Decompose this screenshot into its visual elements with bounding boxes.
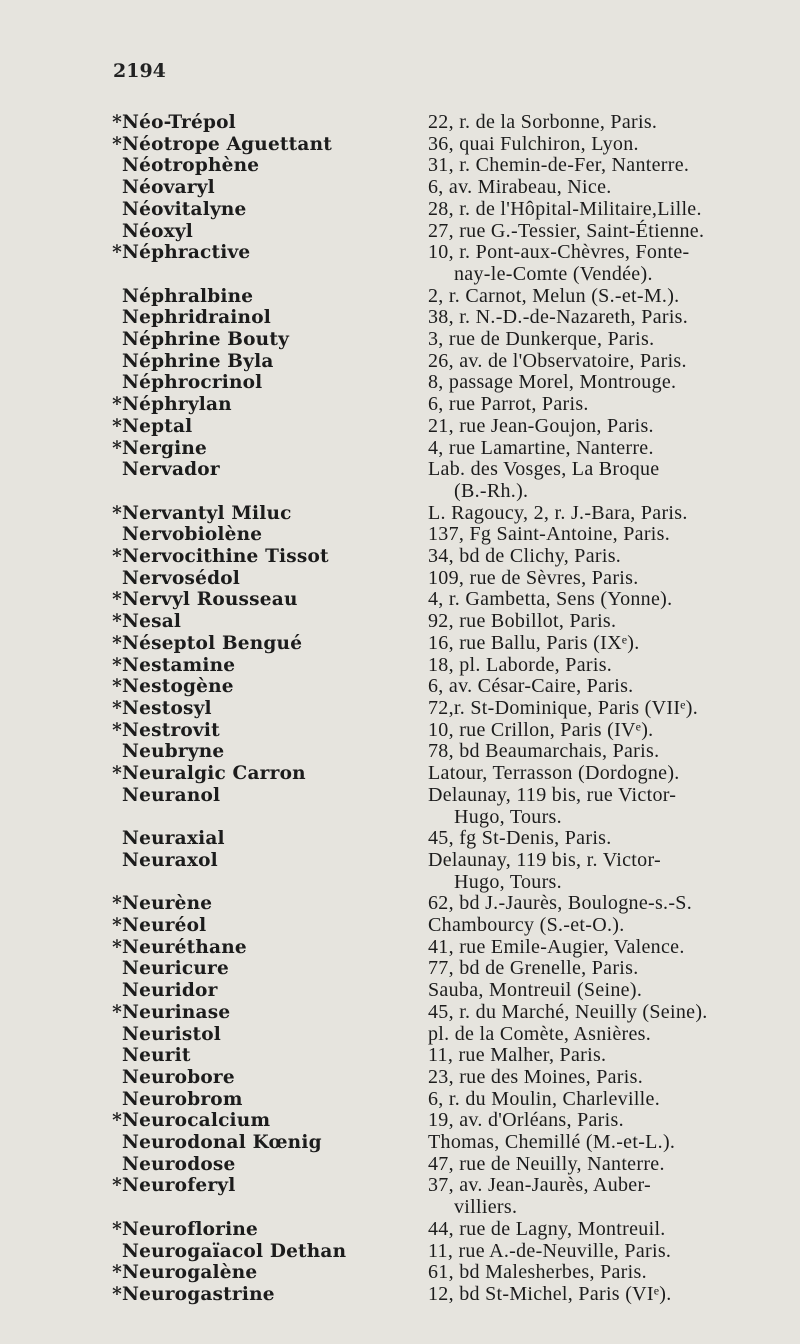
marker: * (112, 133, 122, 155)
product-name-text: Néseptol Bengué (122, 632, 303, 654)
list-item (110, 546, 780, 568)
product-name (110, 741, 428, 763)
list-item (110, 503, 780, 525)
list-item (110, 1067, 780, 1089)
address-line: 45, r. du Marché, Neuilly (Seine). (428, 1000, 708, 1023)
address-line: 61, bd Malesherbes, Paris. (428, 1261, 647, 1284)
list-item (110, 1175, 780, 1218)
address-line: (B.-Rh.). (454, 479, 529, 502)
product-name (110, 177, 428, 199)
address (428, 1089, 780, 1111)
address (428, 1067, 780, 1089)
list-item (110, 286, 780, 308)
address (428, 828, 780, 850)
product-name-text: Neurinase (122, 1001, 231, 1023)
address (428, 329, 780, 351)
list-item (110, 893, 780, 915)
marker: * (112, 1001, 122, 1023)
address-line: pl. de la Comète, Asnières. (428, 1022, 652, 1045)
address (428, 459, 780, 502)
address-line: Hugo, Tours. (454, 805, 562, 828)
product-name (110, 372, 428, 394)
product-name (110, 633, 428, 655)
address (428, 720, 780, 742)
product-name-text: Nervyl Rousseau (122, 589, 298, 611)
product-name-text: Néphrocrinol (122, 372, 263, 394)
address (428, 199, 780, 221)
product-name-text: Neuraxial (122, 828, 225, 850)
list-item (110, 633, 780, 655)
product-name (110, 416, 428, 438)
product-name-text: Neurodonal Kœnig (122, 1132, 322, 1154)
list-item (110, 720, 780, 742)
product-name-text: Nervador (122, 459, 220, 481)
list-item (110, 676, 780, 698)
address (428, 286, 780, 308)
address (428, 1284, 780, 1306)
product-name (110, 1284, 428, 1306)
product-name-text: Nervantyl Miluc (122, 502, 292, 524)
address (428, 785, 780, 828)
address-line: 109, rue de Sèvres, Paris. (428, 566, 639, 589)
product-name-text: Neuraxol (122, 849, 218, 871)
address-line: 137, Fg Saint-Antoine, Paris. (428, 523, 671, 546)
product-name-text: Neurogastrine (122, 1283, 275, 1305)
marker: * (112, 632, 122, 654)
product-name-text: Neuristol (122, 1023, 222, 1045)
address-line: villiers. (454, 1196, 518, 1219)
address-line: 31, r. Chemin-de-Fer, Nanterre. (428, 154, 690, 177)
address-line: 18, pl. Laborde, Paris. (428, 653, 613, 676)
marker: * (112, 719, 122, 741)
address (428, 655, 780, 677)
address-line: 4, rue Lamartine, Nanterre. (428, 436, 654, 459)
product-name (110, 394, 428, 416)
list-item (110, 459, 780, 502)
address (428, 438, 780, 460)
address-line: 19, av. d'Orléans, Paris. (428, 1109, 624, 1132)
product-name-text: Nervosédol (122, 567, 241, 589)
address-line: 8, passage Morel, Montrouge. (428, 371, 677, 394)
address (428, 416, 780, 438)
address-line: 6, r. du Moulin, Charleville. (428, 1087, 661, 1110)
product-name-text: Neurit (122, 1045, 191, 1067)
list-item (110, 416, 780, 438)
marker: * (112, 915, 122, 937)
address (428, 633, 780, 655)
product-name-text: Neuranol (122, 784, 221, 806)
list-item (110, 242, 780, 285)
product-name-text: Neptal (122, 415, 193, 437)
list-item (110, 1045, 780, 1067)
marker: * (112, 1262, 122, 1284)
list-item (110, 438, 780, 460)
product-name-text: Neuréol (122, 915, 207, 937)
address-line: Delaunay, 119 bis, rue Victor- (428, 783, 677, 806)
product-name (110, 155, 428, 177)
list-item (110, 307, 780, 329)
list-item (110, 611, 780, 633)
address (428, 915, 780, 937)
address-line: 2, r. Carnot, Melun (S.-et-M.). (428, 284, 680, 307)
list-item (110, 958, 780, 980)
product-name-text: Nesal (122, 611, 182, 633)
address-line: Hugo, Tours. (454, 870, 562, 893)
address-line: Sauba, Montreuil (Seine). (428, 979, 643, 1002)
address (428, 134, 780, 156)
address (428, 1219, 780, 1241)
list-item (110, 698, 780, 720)
address-line: 26, av. de l'Observatoire, Paris. (428, 349, 687, 372)
product-name (110, 698, 428, 720)
product-name-text: Nestogène (122, 676, 234, 698)
product-name-text: Nervobiolène (122, 524, 263, 546)
address (428, 177, 780, 199)
product-name-text: Néphrylan (122, 394, 232, 416)
product-name-text: Néphralbine (122, 285, 254, 307)
marker: * (112, 676, 122, 698)
address (428, 958, 780, 980)
list-item (110, 394, 780, 416)
product-name-text: Neurène (122, 893, 213, 915)
product-name (110, 589, 428, 611)
address (428, 1154, 780, 1176)
page-number: 2194 (113, 60, 166, 82)
address (428, 568, 780, 590)
marker: * (112, 589, 122, 611)
product-name (110, 459, 428, 481)
product-name (110, 785, 428, 807)
address-line: 36, quai Fulchiron, Lyon. (428, 132, 639, 155)
address-line: nay-le-Comte (Vendée). (454, 262, 653, 285)
address (428, 698, 780, 720)
address (428, 307, 780, 329)
product-name (110, 438, 428, 460)
product-name (110, 1219, 428, 1241)
product-name (110, 1132, 428, 1154)
list-item (110, 1132, 780, 1154)
product-name-text: Neurogaïacol Dethan (122, 1240, 347, 1262)
address (428, 1241, 780, 1263)
address-line: 92, rue Bobillot, Paris. (428, 610, 617, 633)
address (428, 1175, 780, 1218)
product-name-text: Néoxyl (122, 220, 194, 242)
list-item (110, 134, 780, 156)
marker: * (112, 1283, 122, 1305)
list-item (110, 155, 780, 177)
product-name (110, 1045, 428, 1067)
product-name-text: Neuricure (122, 958, 229, 980)
address-line: 27, rue G.-Tessier, Saint-Étienne. (428, 219, 705, 242)
list-item (110, 524, 780, 546)
address-line: 72,r. St-Dominique, Paris (VIIᵉ). (428, 696, 698, 719)
product-name-text: Nergine (122, 437, 208, 459)
product-name-text: Nestamine (122, 654, 236, 676)
address-line: 47, rue de Neuilly, Nanterre. (428, 1152, 665, 1175)
product-name (110, 915, 428, 937)
list-item (110, 1089, 780, 1111)
marker: * (112, 112, 122, 133)
product-name (110, 524, 428, 546)
address-line: Chambourcy (S.-et-O.). (428, 914, 625, 937)
product-name (110, 351, 428, 373)
address (428, 893, 780, 915)
address-line: Lab. des Vosges, La Broque (428, 458, 660, 481)
product-name (110, 676, 428, 698)
list-item (110, 112, 780, 134)
product-name-text: Neuridor (122, 980, 218, 1002)
address-line: 45, fg St-Denis, Paris. (428, 827, 612, 850)
list-item (110, 1002, 780, 1024)
product-name-text: Néovitalyne (122, 198, 247, 220)
address-line: 11, rue Malher, Paris. (428, 1044, 607, 1067)
product-name (110, 1089, 428, 1111)
address-line: Delaunay, 119 bis, r. Victor- (428, 848, 661, 871)
product-name (110, 112, 428, 134)
address (428, 155, 780, 177)
product-name (110, 221, 428, 243)
product-name (110, 546, 428, 568)
address (428, 351, 780, 373)
product-name-text: Nervocithine Tissot (122, 546, 329, 568)
product-name (110, 329, 428, 351)
list-item (110, 915, 780, 937)
address-line: 41, rue Emile-Augier, Valence. (428, 935, 685, 958)
product-name-text: Neurobore (122, 1066, 235, 1088)
list-item (110, 1219, 780, 1241)
marker: * (112, 893, 122, 915)
address (428, 524, 780, 546)
marker: * (112, 654, 122, 676)
address-line: 12, bd St-Michel, Paris (VIᵉ). (428, 1282, 672, 1305)
product-name (110, 307, 428, 329)
marker: * (112, 546, 122, 568)
list-item (110, 1262, 780, 1284)
address (428, 394, 780, 416)
list-item (110, 589, 780, 611)
address (428, 937, 780, 959)
address-line: 16, rue Ballu, Paris (IXᵉ). (428, 631, 640, 654)
list-item (110, 763, 780, 785)
product-name-text: Neurogalène (122, 1262, 258, 1284)
address-line: 6, av. Mirabeau, Nice. (428, 176, 612, 199)
entry-list (110, 112, 780, 1306)
product-name-text: Néovaryl (122, 177, 215, 199)
address-line: Latour, Terrasson (Dordogne). (428, 762, 680, 785)
list-item (110, 850, 780, 893)
marker: * (112, 611, 122, 633)
product-name (110, 980, 428, 1002)
product-name (110, 763, 428, 785)
product-name (110, 568, 428, 590)
address-line: 34, bd de Clichy, Paris. (428, 545, 622, 568)
product-name-text: Nestosyl (122, 697, 212, 719)
address-line: 22, r. de la Sorbonne, Paris. (428, 111, 658, 133)
marker: * (112, 936, 122, 958)
address (428, 112, 780, 134)
list-item (110, 372, 780, 394)
address-line: 10, rue Crillon, Paris (IVᵉ). (428, 718, 654, 741)
address (428, 1002, 780, 1024)
product-name (110, 937, 428, 959)
address-line: 37, av. Jean-Jaurès, Auber- (428, 1174, 651, 1197)
list-item (110, 221, 780, 243)
product-name-text: Néphrine Bouty (122, 329, 290, 351)
product-name-text: Neuréthane (122, 936, 247, 958)
product-name (110, 242, 428, 264)
product-name-text: Nephridrainol (122, 307, 271, 329)
address (428, 1262, 780, 1284)
product-name-text: Néo-Trépol (122, 112, 236, 133)
address-line: 4, r. Gambetta, Sens (Yonne). (428, 588, 673, 611)
list-item (110, 655, 780, 677)
list-item (110, 741, 780, 763)
product-name (110, 1002, 428, 1024)
product-name (110, 828, 428, 850)
address-line: 3, rue de Dunkerque, Paris. (428, 328, 655, 351)
list-item (110, 1110, 780, 1132)
product-name (110, 1241, 428, 1263)
product-name-text: Néphractive (122, 242, 251, 264)
address-line: 44, rue de Lagny, Montreuil. (428, 1217, 666, 1240)
address (428, 1110, 780, 1132)
product-name (110, 199, 428, 221)
product-name (110, 1262, 428, 1284)
marker: * (112, 697, 122, 719)
address (428, 372, 780, 394)
address-line: 77, bd de Grenelle, Paris. (428, 957, 639, 980)
address (428, 221, 780, 243)
address-line: 21, rue Jean-Goujon, Paris. (428, 414, 654, 437)
list-item (110, 980, 780, 1002)
address (428, 503, 780, 525)
address-line: 38, r. N.-D.-de-Nazareth, Paris. (428, 306, 689, 329)
marker: * (112, 1175, 122, 1197)
product-name (110, 720, 428, 742)
product-name (110, 134, 428, 156)
product-name-text: Neuralgic Carron (122, 763, 306, 785)
product-name-text: Néphrine Byla (122, 350, 274, 372)
product-name-text: Neuroflorine (122, 1218, 258, 1240)
product-name-text: Neurobrom (122, 1088, 243, 1110)
address-line: 11, rue A.-de-Neuville, Paris. (428, 1239, 672, 1262)
marker: * (112, 242, 122, 264)
address (428, 589, 780, 611)
address (428, 676, 780, 698)
product-name-text: Neubryne (122, 741, 225, 763)
product-name-text: Neurocalcium (122, 1110, 271, 1132)
product-name (110, 1024, 428, 1046)
product-name (110, 1110, 428, 1132)
marker: * (112, 763, 122, 785)
address (428, 611, 780, 633)
product-name (110, 503, 428, 525)
marker: * (112, 1218, 122, 1240)
list-item (110, 177, 780, 199)
product-name-text: Neurodose (122, 1153, 236, 1175)
list-item (110, 1024, 780, 1046)
address-line: 23, rue des Moines, Paris. (428, 1065, 643, 1088)
address (428, 1024, 780, 1046)
address (428, 741, 780, 763)
product-name (110, 958, 428, 980)
list-item (110, 828, 780, 850)
list-item (110, 568, 780, 590)
address (428, 980, 780, 1002)
product-name-text: Neuroferyl (122, 1175, 236, 1197)
address-line: 28, r. de l'Hôpital-Militaire,Lille. (428, 197, 702, 220)
marker: * (112, 394, 122, 416)
marker: * (112, 437, 122, 459)
list-item (110, 1241, 780, 1263)
product-name-text: Nestrovit (122, 719, 220, 741)
address (428, 850, 780, 893)
marker: * (112, 415, 122, 437)
marker: * (112, 1110, 122, 1132)
list-item (110, 351, 780, 373)
list-item (110, 937, 780, 959)
list-item (110, 199, 780, 221)
product-name-text: Néotrophène (122, 155, 260, 177)
address (428, 1045, 780, 1067)
address-line: 6, rue Parrot, Paris. (428, 393, 589, 416)
address (428, 546, 780, 568)
address-line: 10, r. Pont-aux-Chèvres, Fonte- (428, 241, 690, 264)
marker: * (112, 502, 122, 524)
product-name (110, 655, 428, 677)
product-name-text: Néotrope Aguettant (122, 133, 332, 155)
address-line: 78, bd Beaumarchais, Paris. (428, 740, 660, 763)
address-line: L. Ragoucy, 2, r. J.-Bara, Paris. (428, 501, 688, 524)
address-line: 6, av. César-Caire, Paris. (428, 675, 634, 698)
product-name (110, 1154, 428, 1176)
product-name (110, 611, 428, 633)
product-name (110, 1067, 428, 1089)
list-item (110, 329, 780, 351)
address (428, 1132, 780, 1154)
product-name (110, 286, 428, 308)
product-name (110, 850, 428, 872)
product-name (110, 893, 428, 915)
address (428, 763, 780, 785)
product-name (110, 1175, 428, 1197)
address-line: Thomas, Chemillé (M.-et-L.). (428, 1131, 676, 1154)
list-item (110, 1284, 780, 1306)
address (428, 242, 780, 285)
list-item (110, 785, 780, 828)
address-line: 62, bd J.-Jaurès, Boulogne-s.-S. (428, 892, 693, 915)
list-item (110, 1154, 780, 1176)
